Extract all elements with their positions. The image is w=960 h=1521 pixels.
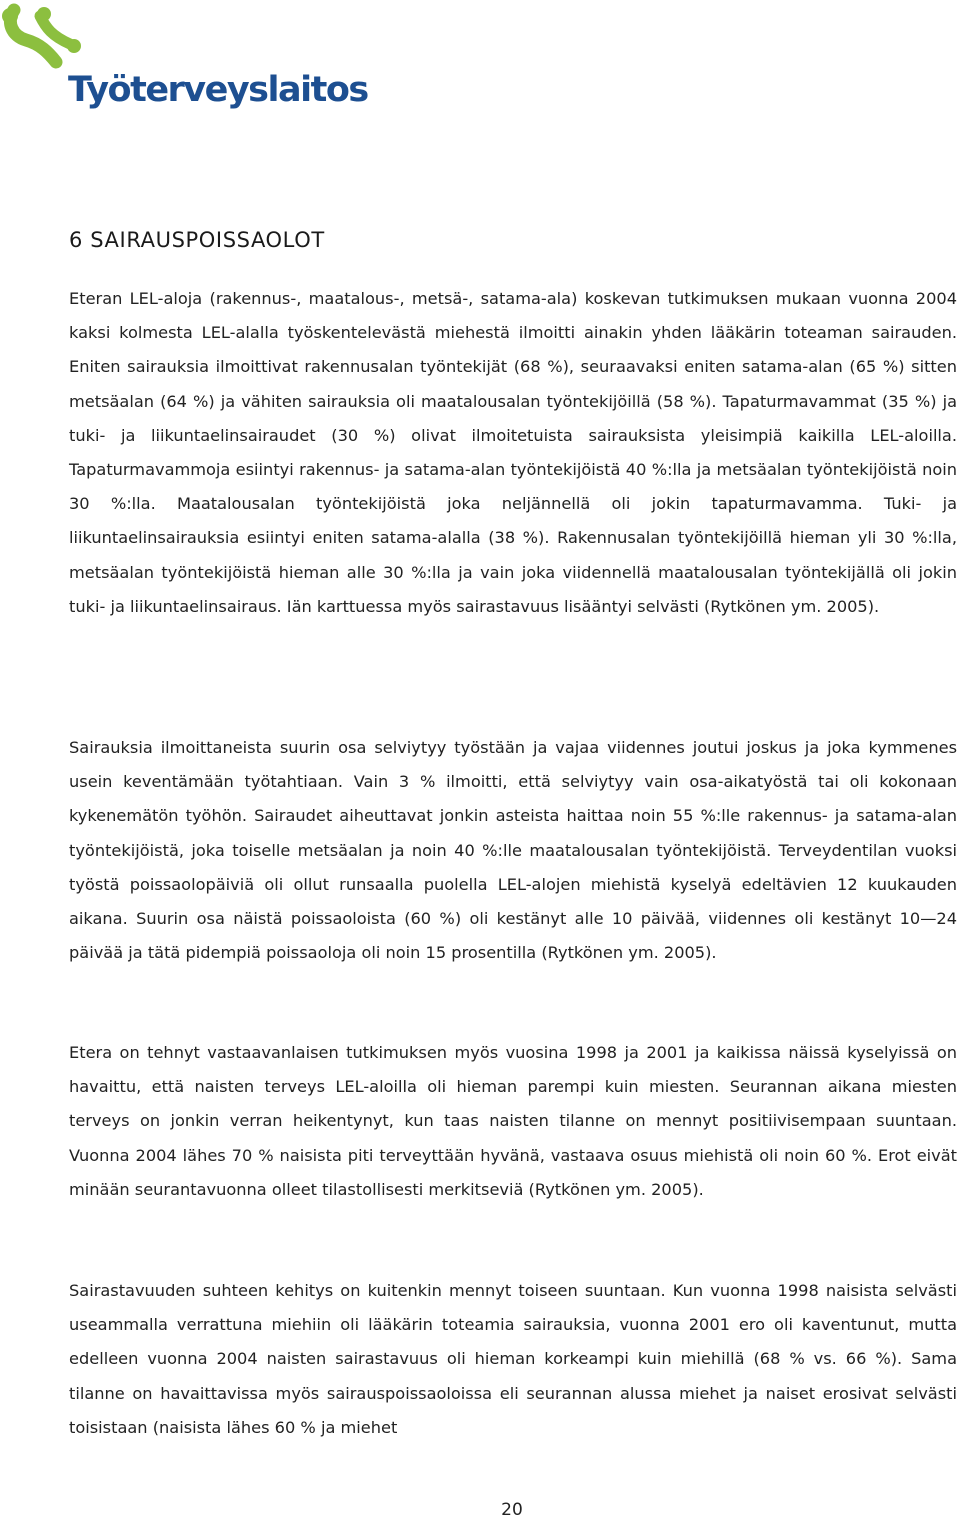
body-paragraph: Eteran LEL-aloja (rakennus-, maatalous-, metsä-, satama-ala) koskevan tutkimuksen mukaan vuonna 2004 kaksi kolmesta LEL-alalla työskentelevästä miehestä ilmoitti ainakin yhden lääkärin toteaman sairauden. Eniten sairauksia ilmoittivat rakennusalan työntekijät (68 %), seuraavaksi eniten satama-alan (65 %) sitten metsäalan (64 %) ja vähiten sairauksia oli maatalousalan työntekijöillä (58 %). Tapaturmavammat (35 %) ja tuki- ja liikuntaelinsairaudet (30 %) olivat ilmoitetuista sairauksista yleisimpiä kaikilla LEL-aloilla. Tapaturmavammoja esiintyi rakennus- ja satama-alan työntekijöistä 40 %:lla ja metsäalan työntekijöistä noin 30 %:lla. Maatalousalan työntekijöistä joka neljännellä oli jokin tapaturmavamma. Tuki- ja liikuntaelinsairauksia esiintyi eniten satama-alalla (38 %). Rakennusalan työntekijöillä hieman yli 30 %:lla, metsäalan työntekijöistä hieman alle 30 %:lla ja vain joka viidennellä maatalousalan työntekijällä oli jokin tuki- ja liikuntaelinsairaus. Iän karttuessa myös sairastavuus lisääntyi selvästi (Rytkönen ym. 2005). (69, 289, 957, 616)
body-paragraph: Sairauksia ilmoittaneista suurin osa selviytyy työstään ja vajaa viidennes joutui joskus ja joka kymmenes usein keventämään työtahtiaan. Vain 3 % ilmoitti, että selviytyy vain osa-aikatyöstä tai oli kokonaan kykenemätön työhön. Sairaudet aiheuttavat jonkin asteista haittaa noin 55 %:lle rakennus- ja satama-alan työntekijöistä, joka toiselle metsäalan ja noin 40 %:lle maatalousalan työntekijöistä. Terveydentilan vuoksi työstä poissaolopäiviä oli ollut runsaalla puolella LEL-alojen miehistä kyselyä edeltävien 12 kuukauden aikana. Suurin osa näistä poissaoloista (60 %) oli kestänyt alle 10 päivää, viidennes oli kestänyt 10—24 päivää ja tätä pidempiä poissaoloja oli noin 15 prosentilla (Rytkönen ym. 2005). (69, 738, 957, 963)
body-paragraph: Etera on tehnyt vastaavanlaisen tutkimuksen myös vuosina 1998 ja 2001 ja kaikissa näissä kyselyissä on havaittu, että naisten terveys LEL-aloilla oli hieman parempi kuin miesten. Seurannan aikana miesten terveys on jonkin verran heikentynyt, kun taas naisten tilanne on mennyt positiivisempaan suuntaan. Vuonna 2004 lähes 70 % naisista piti terveyttään hyvänä, vastaava osuus miehistä oli noin 60 %. Erot eivät minään seurantavuonna olleet tilastollisesti merkitseviä (Rytkönen ym. 2005). (69, 1043, 957, 1199)
logo-symbol-icon (0, 0, 90, 70)
tyoterveyslaitos-logo (0, 0, 368, 120)
logo-wordmark: Työterveyslaitos (68, 70, 368, 110)
section-heading: 6 SAIRAUSPOISSAOLOT (69, 228, 325, 252)
page-number: 20 (501, 1500, 523, 1520)
body-paragraph: Sairastavuuden suhteen kehitys on kuitenkin mennyt toiseen suuntaan. Kun vuonna 1998 naisista selvästi useammalla verrattuna miehiin oli lääkärin toteamia sairauksia, vuonna 2001 ero oli kaventunut, mutta edelleen vuonna 2004 naisten sairastavuus oli hieman korkeampi kuin miehillä (68 % vs. 66 %). Sama tilanne on havaittavissa myös sairauspoissaoloissa eli seurannan alussa miehet ja naiset erosivat selvästi toisistaan (naisista lähes 60 % ja miehet (69, 1281, 957, 1437)
